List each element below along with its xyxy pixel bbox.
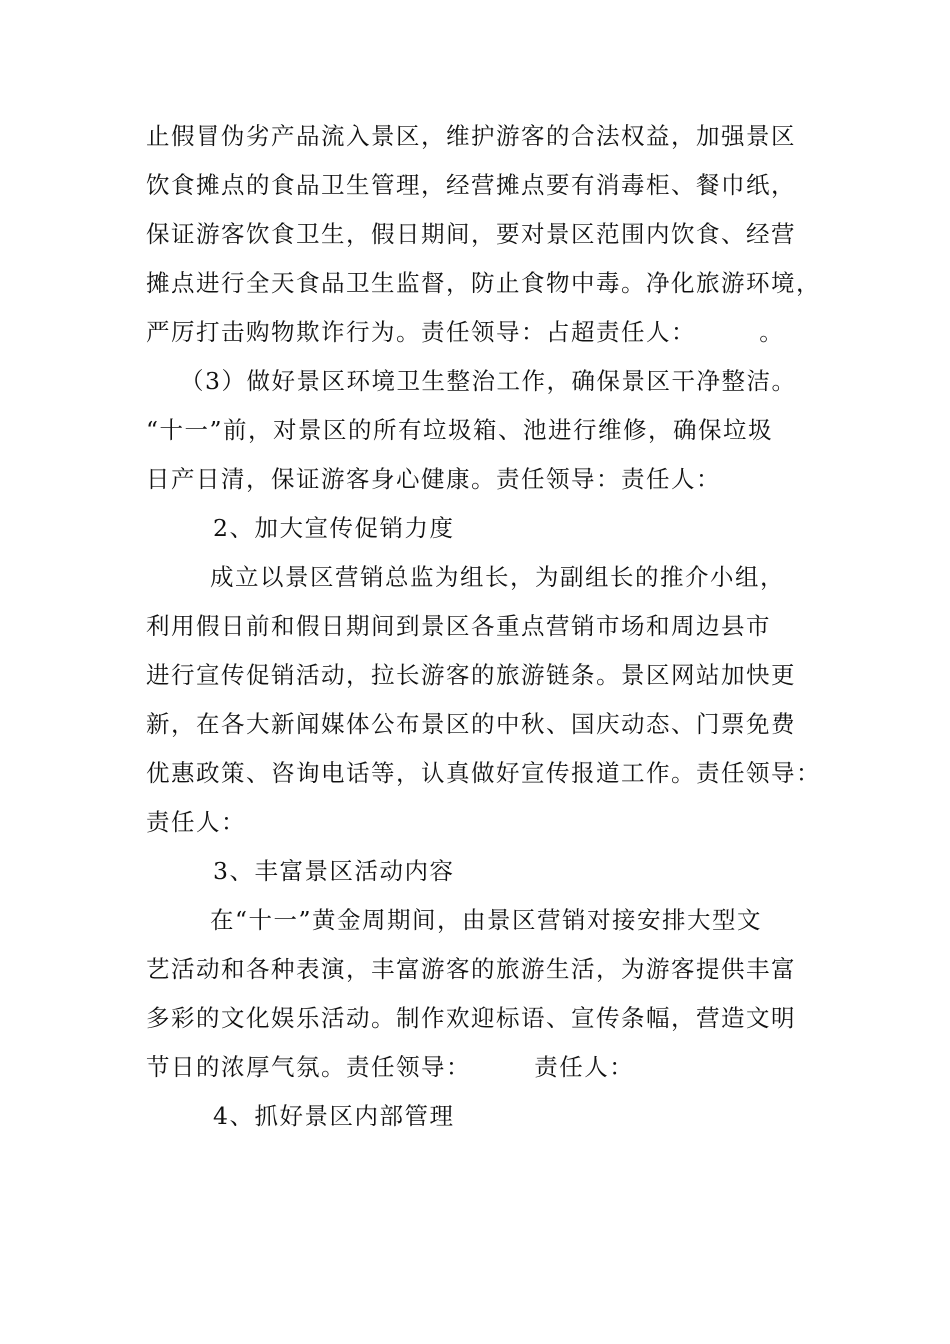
body-text-line: 新，在各大新闻媒体公布景区的中秋、国庆动态、门票免费 [146,710,796,738]
paragraph-start-line: （3）做好景区环境卫生整治工作，确保景区干净整洁。 [180,367,797,395]
body-text-line: 止假冒伪劣产品流入景区，维护游客的合法权益，加强景区 [146,122,796,150]
paragraph-start-line: 成立以景区营销总监为组长，为副组长的推介小组， [210,563,785,591]
paragraph-start-line: 在“十一”黄金周期间，由景区营销对接安排大型文 [210,906,763,934]
section-heading: 4、抓好景区内部管理 [213,1102,455,1130]
body-text-line: 优惠政策、咨询电话等，认真做好宣传报道工作。责任领导： [146,759,821,787]
body-text-line: 严厉打击购物欺诈行为。责任领导：占超责任人： 。 [146,318,785,346]
section-heading: 2、加大宣传促销力度 [213,514,455,542]
body-text-line: 艺活动和各种表演，丰富游客的旅游生活，为游客提供丰富 [146,955,796,983]
body-text-line: “十一”前，对景区的所有垃圾箱、池进行维修，确保垃圾 [146,416,774,444]
body-text-line: 利用假日前和假日期间到景区各重点营销市场和周边县市 [146,612,771,640]
body-text-line: 多彩的文化娱乐活动。制作欢迎标语、宣传条幅，营造文明 [146,1004,796,1032]
body-text-line: 日产日清，保证游客身心健康。责任领导：责任人： [146,465,721,493]
body-text-line: 节日的浓厚气氛。责任领导： 责任人： [146,1053,635,1081]
body-text-line: 责任人： [146,808,246,836]
body-text-line: 饮食摊点的食品卫生管理，经营摊点要有消毒柜、餐巾纸， [146,171,796,199]
body-text-line: 摊点进行全天食品卫生监督，防止食物中毒。净化旅游环境， [146,269,821,297]
section-heading: 3、丰富景区活动内容 [213,857,455,885]
body-text-line: 保证游客饮食卫生，假日期间，要对景区范围内饮食、经营 [146,220,796,248]
body-text-line: 进行宣传促销活动，拉长游客的旅游链条。景区网站加快更 [146,661,796,689]
